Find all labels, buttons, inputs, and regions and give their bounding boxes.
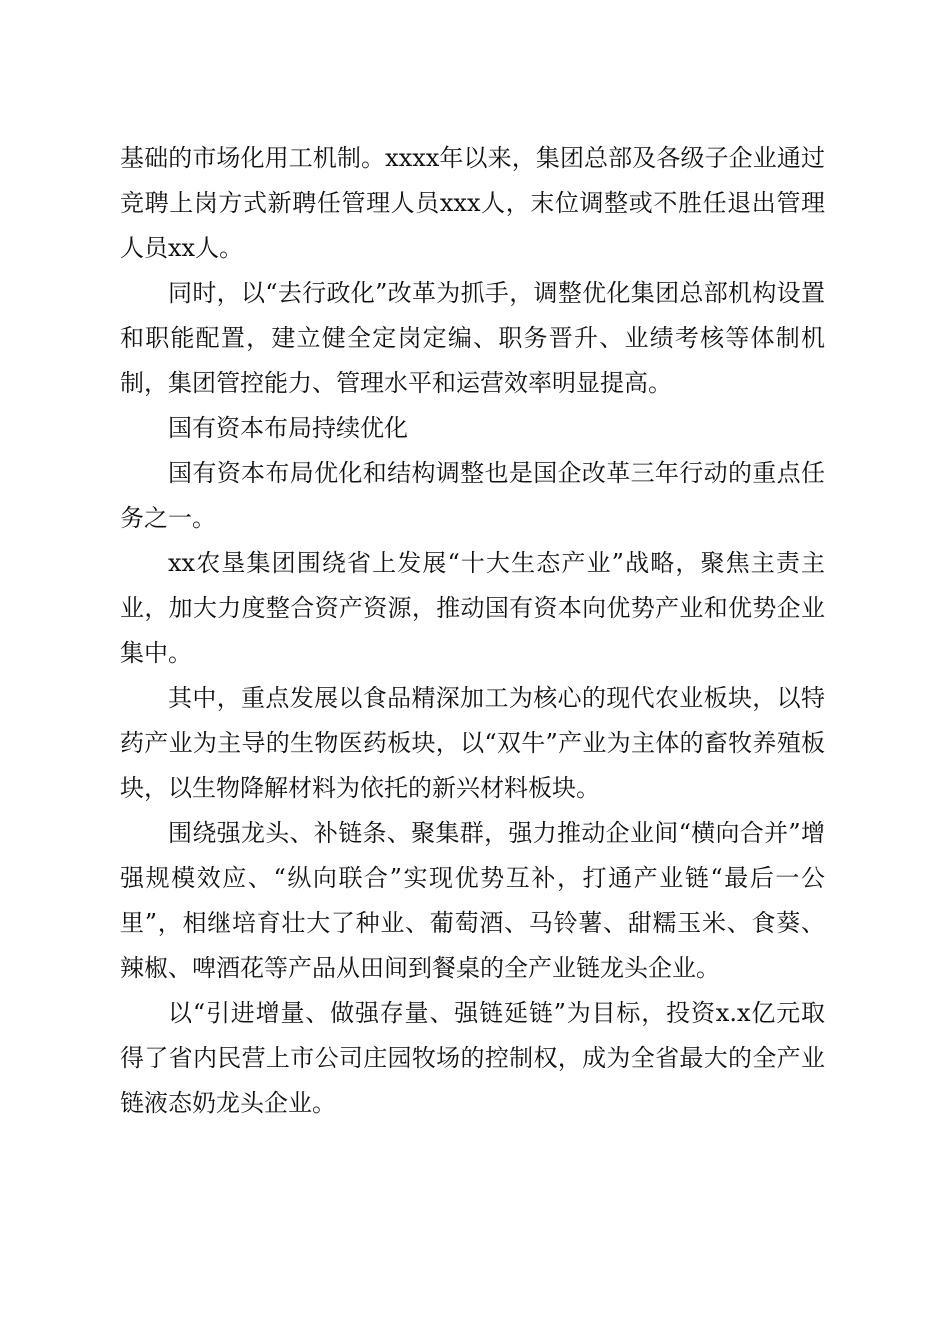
paragraph: 以“引进增量、做强存量、强链延链”为目标，投资x.x亿元取得了省内民营上市公司庄园牧场的控制权，成为全省最大的全产业链液态奶龙头企业。 (120, 999, 825, 1117)
paragraph-continued: 基础的市场化用工机制。xxxx年以来，集团总部及各级子企业通过竞聘上岗方式新聘任管理人员xxx人，末位调整或不胜任退出管理人员xx人。 (120, 144, 825, 262)
paragraph: xx农垦集团围绕省上发展“十大生态产业”战略，聚焦主责主业，加大力度整合资产资源，推动国有资本向优势产业和优势企业集中。 (120, 549, 825, 667)
paragraph: 国有资本布局优化和结构调整也是国企改革三年行动的重点任务之一。 (120, 459, 825, 532)
document-body (120, 136, 825, 1126)
paragraph: 围绕强龙头、补链条、聚集群，强力推动企业间“横向合并”增强规模效应、“纵向联合”实现优势互补，打通产业链“最后一公里”，相继培育壮大了种业、葡萄酒、马铃薯、甜糯玉米、食葵、辣椒、啤酒花等产品从田间到餐桌的全产业链龙头企业。 (120, 819, 825, 982)
paragraph: 同时，以“去行政化”改革为抓手，调整优化集团总部机构设置和职能配置，建立健全定岗定编、职务晋升、业绩考核等体制机制，集团管控能力、管理水平和运营效率明显提高。 (120, 279, 825, 397)
section-heading: 国有资本布局持续优化 (168, 414, 408, 442)
paragraph: 其中，重点发展以食品精深加工为核心的现代农业板块，以特药产业为主导的生物医药板块，以“双牛”产业为主体的畜牧养殖板块，以生物降解材料为依托的新兴材料板块。 (120, 684, 825, 802)
